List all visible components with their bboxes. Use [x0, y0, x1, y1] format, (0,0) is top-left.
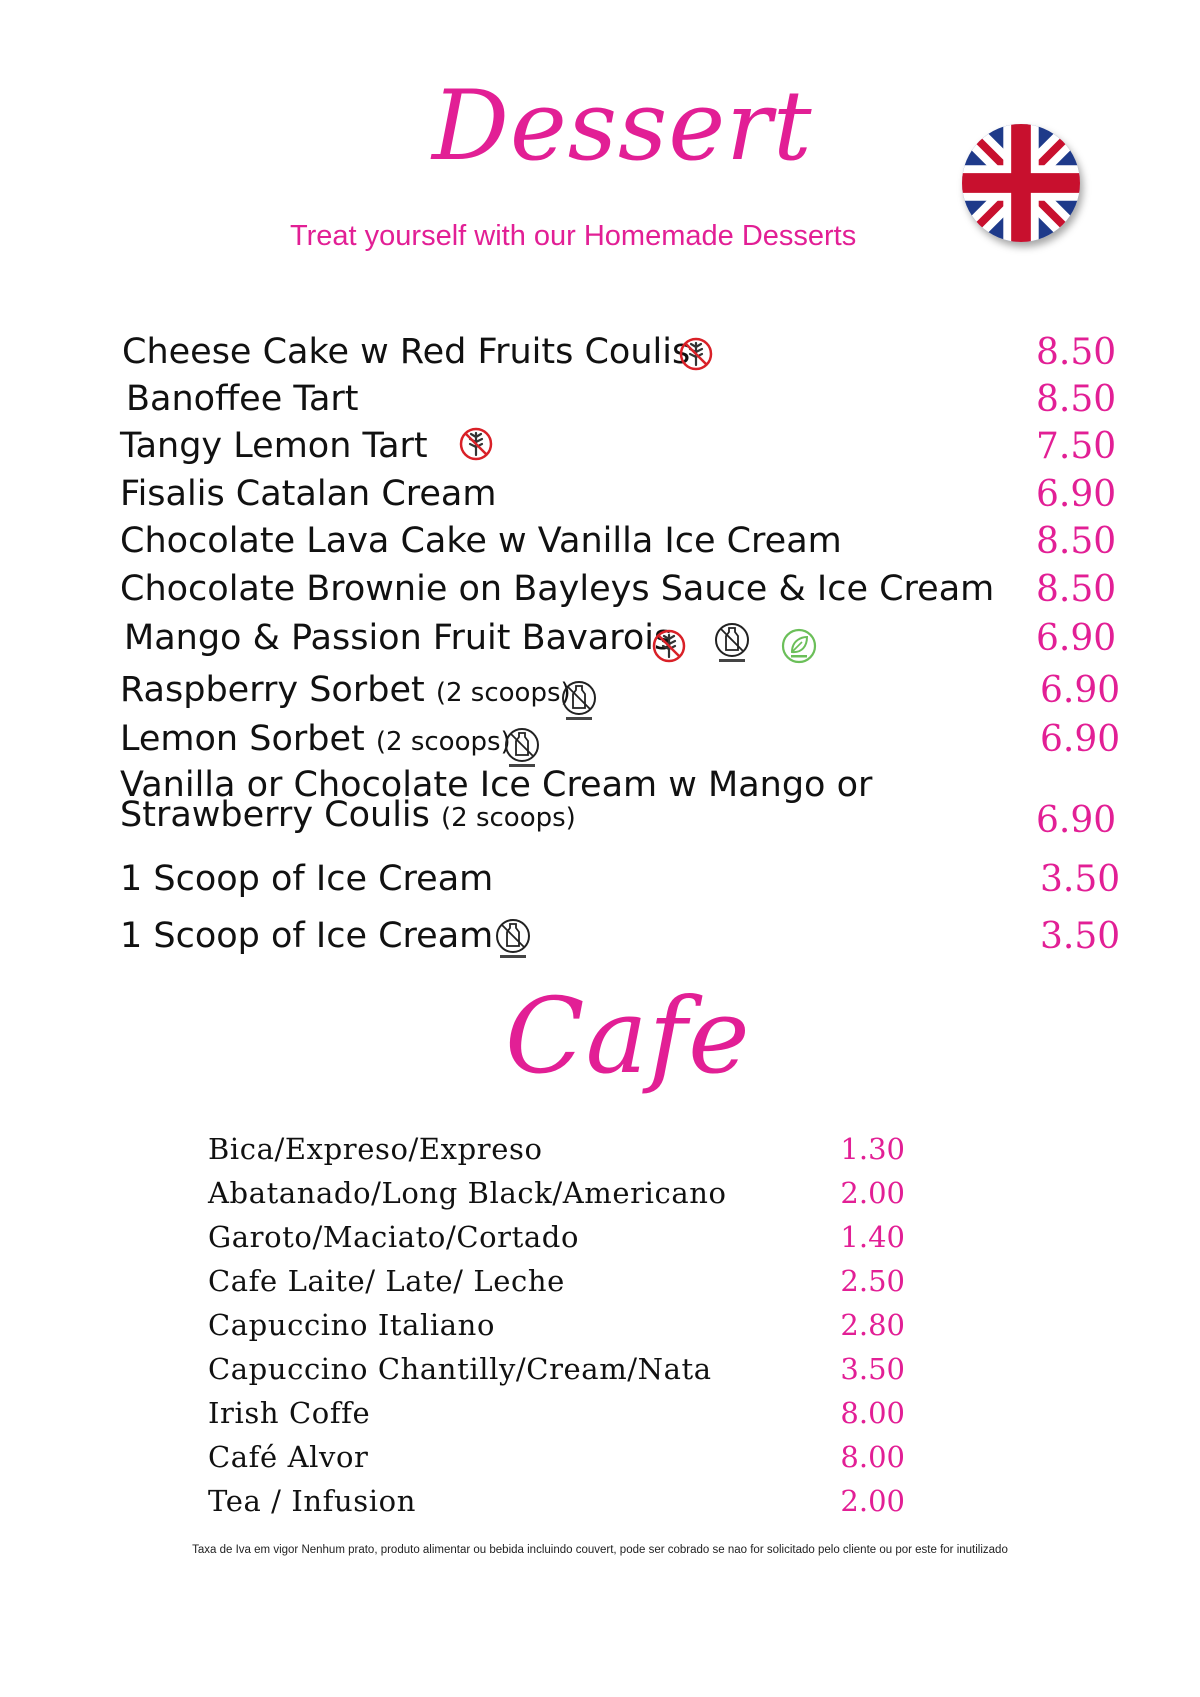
dessert-price: 3.50	[1040, 916, 1121, 957]
cafe-item-price: 2.00	[840, 1484, 905, 1518]
dessert-price: 6.90	[1036, 474, 1117, 515]
dessert-name: Mango & Passion Fruit Bavarois	[124, 618, 673, 658]
cafe-item-name: Abatanado/Long Black/Americano	[208, 1176, 727, 1210]
page-subtitle: Treat yourself with our Homemade Desserts	[290, 220, 857, 252]
dessert-price: 6.90	[1036, 618, 1117, 659]
cafe-item-name: Bica/Expreso/Expreso	[208, 1132, 543, 1166]
dessert-price: 8.50	[1036, 332, 1117, 373]
dessert-price: 8.50	[1036, 379, 1117, 420]
page-title: Dessert	[432, 70, 813, 182]
dessert-price: 8.50	[1036, 569, 1117, 610]
dessert-price: 3.50	[1040, 859, 1121, 900]
gluten-free-icon	[457, 422, 495, 468]
dessert-name: Chocolate Lava Cake w Vanilla Ice Cream	[120, 521, 842, 561]
cafe-item-price: 3.50	[840, 1352, 905, 1386]
cafe-item-price: 8.00	[840, 1396, 905, 1430]
uk-flag-icon[interactable]	[962, 124, 1080, 242]
cafe-item-name: Tea / Infusion	[208, 1484, 416, 1518]
dessert-price: 6.90	[1040, 670, 1121, 711]
cafe-item-name: Garoto/Maciato/Cortado	[208, 1220, 580, 1254]
cafe-item-name: Capuccino Italiano	[208, 1308, 496, 1342]
cafe-item-name: Café Alvor	[208, 1440, 369, 1474]
gluten-free-icon	[650, 624, 688, 670]
dessert-name: Fisalis Catalan Cream	[120, 474, 497, 514]
dessert-name: Tangy Lemon Tart	[120, 426, 428, 466]
dessert-price: 6.90	[1036, 800, 1117, 841]
dessert-name: 1 Scoop of Ice Cream	[120, 916, 494, 956]
lactose-free-icon	[560, 678, 598, 724]
dessert-name: Lemon Sorbet (2 scoops)	[120, 719, 511, 759]
cafe-item-name: Irish Coffe	[208, 1396, 371, 1430]
lactose-free-icon	[494, 916, 532, 962]
vegan-icon	[780, 626, 818, 672]
cafe-item-name: Capuccino Chantilly/Cream/Nata	[208, 1352, 712, 1386]
dessert-name: 1 Scoop of Ice Cream	[120, 859, 494, 899]
dessert-price: 8.50	[1036, 521, 1117, 562]
cafe-item-name: Cafe Laite/ Late/ Leche	[208, 1264, 565, 1298]
cafe-item-price: 1.40	[840, 1220, 905, 1254]
cafe-item-price: 8.00	[840, 1440, 905, 1474]
lactose-free-icon	[713, 620, 751, 666]
cafe-item-price: 2.00	[840, 1176, 905, 1210]
dessert-name: Vanilla or Chocolate Ice Cream w Mango or Strawberry Coulis (2 scoops)	[120, 765, 873, 835]
dessert-price: 6.90	[1040, 719, 1121, 760]
cafe-item-price: 2.80	[840, 1308, 905, 1342]
footer-disclaimer: Taxa de Iva em vigor Nenhum prato, produto alimentar ou bebida incluindo couvert, pode ser cobrado se nao for solicitado pelo cliente ou por este for inutilizado	[192, 1544, 1008, 1556]
dessert-name: Cheese Cake w Red Fruits Coulis	[122, 332, 691, 372]
dessert-name: Banoffee Tart	[126, 379, 359, 419]
dessert-name: Chocolate Brownie on Bayleys Sauce & Ice Cream	[120, 569, 995, 609]
gluten-free-icon	[677, 332, 715, 378]
dessert-price: 7.50	[1036, 426, 1117, 467]
cafe-item-price: 1.30	[840, 1132, 905, 1166]
cafe-item-price: 2.50	[840, 1264, 905, 1298]
cafe-title: Cafe	[505, 975, 751, 1097]
dessert-name: Raspberry Sorbet (2 scoops)	[120, 670, 571, 710]
